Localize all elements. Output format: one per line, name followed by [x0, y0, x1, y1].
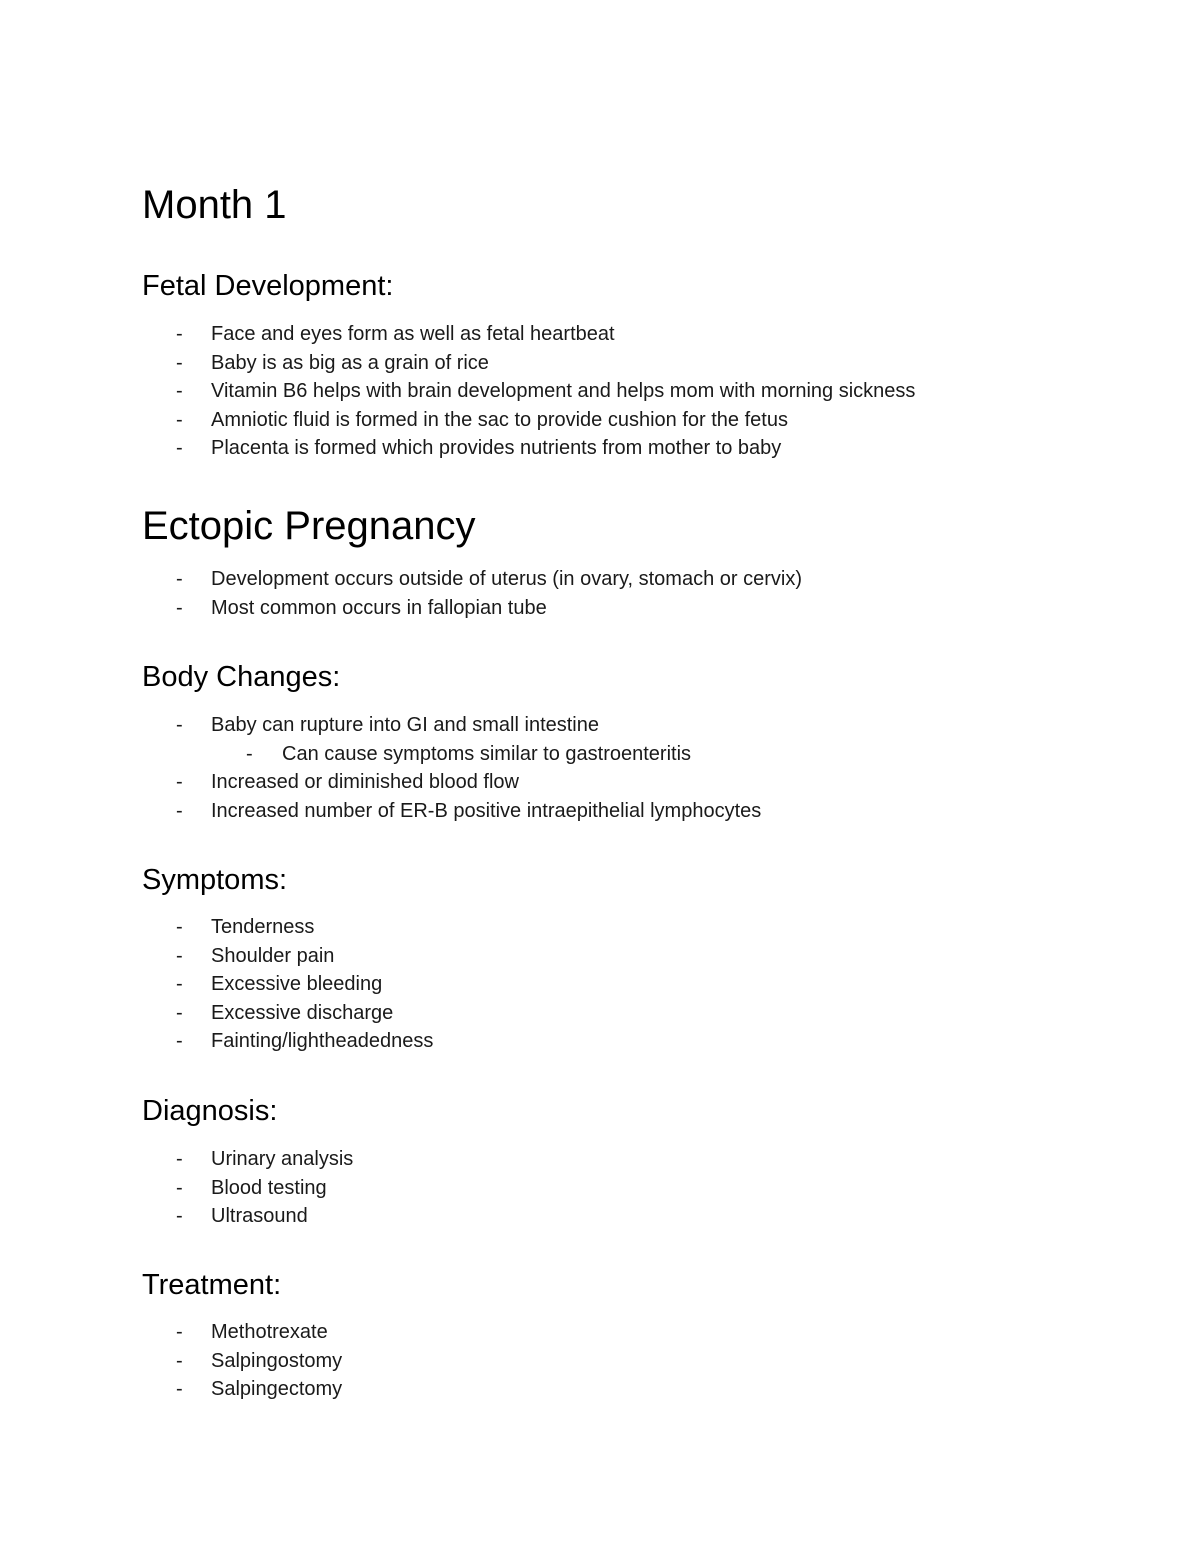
list-item-text: Face and eyes form as well as fetal heartbeat — [211, 323, 615, 345]
list-item-text: Can cause symptoms similar to gastroenteritis — [282, 742, 692, 765]
list-item-text: Amniotic fluid is formed in the sac to provide cushion for the fetus — [211, 408, 788, 431]
list-item-text: Tenderness — [211, 916, 315, 938]
heading-symptoms: Symptoms: — [142, 864, 288, 896]
heading-treatment: Treatment: — [142, 1269, 282, 1301]
bullet-dash: - — [176, 1205, 183, 1227]
list-item-text: Most common occurs in fallopian tube — [211, 597, 547, 619]
list-item-text: Development occurs outside of uterus (in ovary, stomach or cervix) — [211, 568, 802, 590]
bullet-dash: - — [176, 380, 183, 402]
list-item-text: Shoulder pain — [211, 944, 335, 967]
list-item-text: Excessive discharge — [211, 1001, 394, 1024]
bullet-dash: - — [176, 437, 183, 459]
list-item-text: Ultrasound — [211, 1205, 308, 1227]
bullet-dash: - — [176, 1349, 183, 1372]
list-item-text: Vitamin B6 helps with brain development and helps mom with morning sickness — [211, 380, 916, 402]
list-item-text: Fainting/lightheadedness — [211, 1030, 434, 1052]
bullet-dash: - — [176, 1030, 183, 1052]
bullet-dash: - — [176, 323, 183, 345]
heading-fetal-development: Fetal Development: — [142, 270, 394, 302]
bullet-dash: - — [176, 1378, 183, 1400]
list-item-text: Methotrexate — [211, 1321, 328, 1343]
bullet-dash: - — [176, 714, 183, 736]
heading-month-1: Month 1 — [142, 183, 287, 227]
bullet-dash: - — [176, 1321, 183, 1343]
bullet-dash: - — [176, 973, 183, 995]
list-item-text: Increased number of ER-B positive intraepithelial lymphocytes — [211, 799, 762, 822]
bullet-dash: - — [176, 1148, 183, 1170]
list-item-text: Placenta is formed which provides nutrients from mother to baby — [211, 437, 782, 459]
list-item-text: Increased or diminished blood flow — [211, 771, 519, 793]
list-item-text: Baby is as big as a grain of rice — [211, 351, 489, 374]
bullet-dash: - — [176, 1001, 183, 1024]
heading-ectopic-pregnancy: Ectopic Pregnancy — [142, 504, 476, 548]
list-item-text: Urinary analysis — [211, 1148, 354, 1170]
bullet-dash: - — [176, 1176, 183, 1199]
bullet-dash: - — [176, 351, 183, 374]
list-item-text: Excessive bleeding — [211, 973, 383, 995]
bullet-dash: - — [176, 597, 183, 619]
list-item-text: Baby can rupture into GI and small intestine — [211, 714, 599, 736]
bullet-dash: - — [246, 742, 253, 765]
list-item-text: Salpingostomy — [211, 1349, 343, 1372]
bullet-dash: - — [176, 408, 183, 431]
heading-diagnosis: Diagnosis: — [142, 1095, 278, 1127]
bullet-dash: - — [176, 799, 183, 822]
list-item-text: Blood testing — [211, 1176, 327, 1199]
bullet-dash: - — [176, 568, 183, 590]
bullet-dash: - — [176, 916, 183, 938]
bullet-dash: - — [176, 771, 183, 793]
list-item-text: Salpingectomy — [211, 1378, 343, 1400]
bullet-dash: - — [176, 944, 183, 967]
heading-body-changes: Body Changes: — [142, 661, 341, 693]
